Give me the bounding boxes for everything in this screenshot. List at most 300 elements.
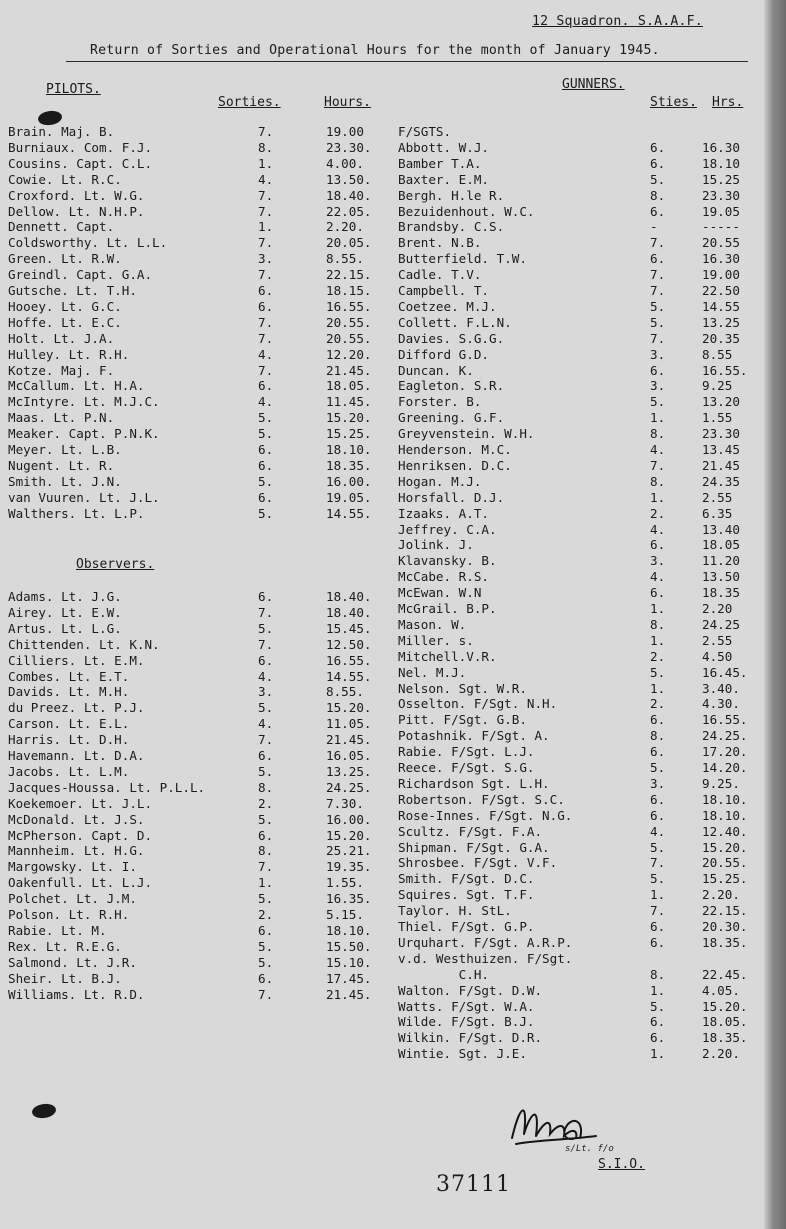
entry-sorties: 5.	[650, 664, 666, 680]
entry-hours: 8.55	[702, 346, 733, 362]
entry-sorties: 6.	[258, 748, 274, 763]
entry-name: Richardson Sgt. L.H.	[398, 775, 550, 791]
entry-name: Eagleton. S.R.	[398, 378, 505, 394]
entry-name: Sheir. Lt. B.J.	[8, 970, 122, 986]
entry-sorties: 6.	[650, 1030, 666, 1046]
entry-name: Margowsky. Lt. I.	[8, 859, 137, 875]
entry-sorties: 8.	[650, 616, 666, 632]
entry-hours: 18.10.	[326, 442, 372, 457]
entry-hours: 18.15.	[326, 283, 372, 298]
entry-hours: 2.55	[702, 489, 733, 505]
entry-hours: 13.45	[702, 442, 740, 457]
entry-sorties: 7.	[258, 859, 274, 875]
entry-name: Nugent. Lt. R.	[8, 457, 115, 473]
pilots-col-sorties: Sorties.	[218, 95, 281, 110]
entry-hours: 13.25	[702, 314, 740, 330]
entry-name: Rose-Innes. F/Sgt. N.G.	[398, 807, 573, 823]
entry-name: Artus. Lt. L.G.	[8, 620, 122, 636]
entry-name: Mason. W.	[398, 616, 467, 632]
entry-sorties: 1.	[650, 632, 666, 648]
entry-hours: 24.25.	[326, 779, 372, 795]
entry-name: Oakenfull. Lt. L.J.	[8, 875, 153, 891]
entry-hours: 23.30	[702, 426, 740, 442]
entry-hours: 4.00.	[326, 155, 364, 171]
entry-sorties: 5.	[650, 394, 666, 410]
entry-sorties: 6.	[650, 807, 666, 823]
entry-hours: 18.05.	[326, 378, 372, 394]
entry-sorties: 7.	[258, 314, 274, 330]
entry-name: Gutsche. Lt. T.H.	[8, 283, 137, 298]
entry-sorties: 6.	[650, 744, 666, 760]
entry-hours: 15.25.	[326, 426, 372, 442]
entry-sorties: 3.	[258, 684, 274, 700]
entry-name: Robertson. F/Sgt. S.C.	[398, 791, 565, 807]
entry-name: Williams. Lt. R.D.	[8, 986, 145, 1002]
entry-hours: 1.55	[702, 410, 733, 426]
entry-hours: 20.55.	[326, 330, 372, 346]
entry-sorties: 6.	[650, 1014, 666, 1030]
entry-hours: 22.45.	[702, 966, 748, 982]
entry-hours: 21.45	[702, 457, 740, 473]
entry-hours: 20.05.	[326, 235, 372, 251]
entry-sorties: 8.	[650, 473, 666, 489]
entry-name: Taylor. H. StL.	[398, 903, 512, 919]
entry-name: v.d. Westhuizen. F/Sgt.	[398, 950, 573, 966]
entry-hours: 20.30.	[702, 919, 748, 934]
squadron-heading: 12 Squadron. S.A.A.F.	[532, 14, 703, 29]
entry-name: Maas. Lt. P.N.	[8, 410, 115, 426]
entry-name: Jeffrey. C.A.	[398, 521, 497, 537]
entry-name: Havemann. Lt. D.A.	[8, 748, 145, 763]
entry-hours: 24.35	[702, 473, 740, 489]
entry-hours: 15.45.	[326, 620, 372, 636]
entry-sorties: 7.	[258, 362, 274, 378]
entry-sorties: -	[650, 219, 658, 235]
entry-hours: 13.50	[702, 569, 740, 585]
entry-hours: 16.55.	[702, 712, 748, 728]
entry-name: McIntyre. Lt. M.J.C.	[8, 394, 160, 410]
entry-hours: 2.20.	[702, 887, 740, 903]
entry-hours: 8.55.	[326, 251, 364, 267]
entry-sorties: 3.	[650, 775, 666, 791]
observers-heading: Observers.	[76, 557, 155, 572]
entry-sorties: 6.	[650, 919, 666, 934]
entry-name: Croxford. Lt. W.G.	[8, 187, 145, 203]
entry-hours: 18.05.	[702, 1014, 748, 1030]
entry-sorties: 3.	[650, 378, 666, 394]
entry-sorties: 3.	[650, 553, 666, 569]
entry-sorties: 5.	[258, 505, 274, 521]
entry-name: Wilde. F/Sgt. B.J.	[398, 1014, 535, 1030]
entry-name: Carson. Lt. E.L.	[8, 716, 130, 732]
gunners-col-hours: Hrs.	[712, 95, 744, 110]
entry-hours: 14.55.	[326, 668, 372, 684]
entry-sorties: 5.	[650, 298, 666, 314]
entry-sorties: 5.	[650, 839, 666, 855]
entry-name: Hogan. M.J.	[398, 473, 482, 489]
entry-sorties: 2.	[650, 648, 666, 664]
signature-subscript: s/Lt. f/o	[565, 1144, 614, 1154]
entry-sorties: 6.	[258, 442, 274, 457]
entry-name: Rex. Lt. R.E.G.	[8, 938, 122, 954]
entry-hours: 5.15.	[326, 907, 364, 922]
entry-name: Walton. F/Sgt. D.W.	[398, 982, 543, 998]
entry-sorties: 7.	[258, 267, 274, 283]
entry-name: Henderson. M.C.	[398, 442, 512, 457]
entry-sorties: 8.	[650, 966, 666, 982]
entry-hours: 16.35.	[326, 891, 372, 907]
entry-name: Collett. F.L.N.	[398, 314, 512, 330]
entry-name: Forster. B.	[398, 394, 482, 410]
entry-hours: 2.55	[702, 632, 733, 648]
entry-name: Adams. Lt. J.G.	[8, 589, 122, 604]
entry-sorties: 4.	[258, 716, 274, 732]
entry-sorties: 5.	[650, 314, 666, 330]
entry-sorties: 6.	[258, 298, 274, 314]
entry-name: Polchet. Lt. J.M.	[8, 891, 137, 907]
entry-name: Smith. F/Sgt. D.C.	[398, 871, 535, 887]
entry-name: Coetzee. M.J.	[398, 298, 497, 314]
entry-sorties: 7.	[650, 457, 666, 473]
entry-name: Jolink. J.	[398, 537, 474, 553]
entry-sorties: 2.	[650, 696, 666, 712]
entry-sorties: 5.	[650, 760, 666, 775]
pilots-col-hours: Hours.	[324, 95, 371, 110]
entry-name: Polson. Lt. R.H.	[8, 907, 130, 922]
entry-sorties: 5.	[258, 811, 274, 827]
entry-sorties: 6.	[650, 791, 666, 807]
entry-name: Wintie. Sgt. J.E.	[398, 1046, 527, 1062]
entry-hours: 22.50	[702, 283, 740, 298]
entry-name: Horsfall. D.J.	[398, 489, 505, 505]
entry-hours: 13.40	[702, 521, 740, 537]
entry-hours: 22.15.	[326, 267, 372, 283]
entry-hours: 7.30.	[326, 795, 364, 811]
entry-sorties: 5.	[258, 954, 274, 970]
entry-name: Osselton. F/Sgt. N.H.	[398, 696, 558, 712]
pilots-heading: PILOTS.	[46, 82, 101, 97]
entry-hours: 12.50.	[326, 636, 372, 652]
entry-sorties: 5.	[650, 998, 666, 1014]
entry-hours: 14.55	[702, 298, 740, 314]
entry-name: van Vuuren. Lt. J.L.	[8, 489, 160, 505]
entry-sorties: 7.	[258, 732, 274, 748]
entry-sorties: 8.	[650, 187, 666, 203]
entry-hours: 16.30	[702, 139, 740, 155]
entry-name: Duncan. K.	[398, 362, 474, 378]
entry-hours: 18.05	[702, 537, 740, 553]
entry-hours: 20.35	[702, 330, 740, 346]
entry-hours: 13.20	[702, 394, 740, 410]
entry-sorties: 6.	[258, 970, 274, 986]
entry-sorties: 7.	[650, 235, 666, 251]
entry-hours: 15.50.	[326, 938, 372, 954]
entry-name: Chittenden. Lt. K.N.	[8, 636, 160, 652]
entry-name: Potashnik. F/Sgt. A.	[398, 728, 550, 744]
entry-sorties: 3.	[650, 346, 666, 362]
entry-name: Koekemoer. Lt. J.L.	[8, 795, 153, 811]
entry-sorties: 4.	[258, 668, 274, 684]
entry-hours: 17.20.	[702, 744, 748, 760]
entry-name: Hulley. Lt. R.H.	[8, 346, 130, 362]
entry-hours: 15.20.	[326, 827, 372, 843]
entry-sorties: 6.	[650, 139, 666, 155]
entry-sorties: 6.	[650, 362, 666, 378]
entry-sorties: 6.	[258, 378, 274, 394]
entry-name: Airey. Lt. E.W.	[8, 604, 122, 620]
entry-hours: 19.00	[326, 124, 364, 139]
entry-hours: 15.25	[702, 171, 740, 187]
entry-hours: 16.30	[702, 251, 740, 267]
entry-hours: 18.10.	[702, 791, 748, 807]
entry-name: Davies. S.G.G.	[398, 330, 505, 346]
entry-name: Green. Lt. R.W.	[8, 251, 122, 267]
entry-sorties: 5.	[258, 763, 274, 779]
entry-name: Butterfield. T.W.	[398, 251, 527, 267]
entry-hours: 23.30.	[326, 139, 372, 155]
entry-name: Squires. Sgt. T.F.	[398, 887, 535, 903]
entry-name: Jacobs. Lt. L.M.	[8, 763, 130, 779]
entry-name: Greindl. Capt. G.A.	[8, 267, 153, 283]
entry-hours: 16.55.	[326, 652, 372, 668]
entry-sorties: 7.	[258, 636, 274, 652]
entry-hours: 21.45.	[326, 362, 372, 378]
entry-name: F/SGTS.	[398, 124, 452, 139]
entry-name: Urquhart. F/Sgt. A.R.P.	[398, 934, 573, 950]
entry-hours: 12.40.	[702, 823, 748, 839]
entry-name: Greyvenstein. W.H.	[398, 426, 535, 442]
entry-hours: 19.05	[702, 203, 740, 219]
entry-hours: 21.45.	[326, 986, 372, 1002]
entry-sorties: 8.	[258, 843, 274, 859]
entry-hours: 16.45.	[702, 664, 748, 680]
entry-sorties: 6.	[258, 489, 274, 505]
entry-sorties: 4.	[650, 823, 666, 839]
entry-hours: 15.20.	[326, 700, 372, 716]
entry-sorties: 7.	[650, 903, 666, 919]
title-rule	[66, 61, 748, 62]
entry-hours: 15.20.	[702, 998, 748, 1014]
entry-name: Thiel. F/Sgt. G.P.	[398, 919, 535, 934]
entry-hours: 16.00.	[326, 473, 372, 489]
entry-sorties: 5.	[258, 473, 274, 489]
entry-name: Baxter. E.M.	[398, 171, 489, 187]
entry-sorties: 1.	[650, 982, 666, 998]
entry-name: Campbell. T.	[398, 283, 489, 298]
entry-hours: 24.25.	[702, 728, 748, 744]
document-title: Return of Sorties and Operational Hours for the month of January 1945.	[90, 43, 660, 58]
entry-name: Bergh. H.le R.	[398, 187, 505, 203]
entry-name: Rabie. F/Sgt. L.J.	[398, 744, 535, 760]
entry-sorties: 5.	[258, 700, 274, 716]
entry-hours: 9.25	[702, 378, 733, 394]
entry-sorties: 4.	[650, 442, 666, 457]
entry-name: Davids. Lt. M.H.	[8, 684, 130, 700]
entry-hours: 2.20.	[326, 219, 364, 235]
entry-sorties: 5.	[258, 891, 274, 907]
entry-name: McEwan. W.N	[398, 585, 482, 601]
entry-sorties: 1.	[258, 219, 274, 235]
entry-hours: 18.10.	[702, 807, 748, 823]
entry-sorties: 6.	[258, 652, 274, 668]
entry-name: McCabe. R.S.	[398, 569, 489, 585]
entry-name: Wilkin. F/Sgt. D.R.	[398, 1030, 543, 1046]
entry-sorties: 2.	[258, 907, 274, 922]
entry-hours: 9.25.	[702, 775, 740, 791]
entry-name: Dennett. Capt.	[8, 219, 115, 235]
entry-sorties: 4.	[258, 346, 274, 362]
entry-name: Abbott. W.J.	[398, 139, 489, 155]
entry-sorties: 7.	[258, 604, 274, 620]
entry-hours: 4.05.	[702, 982, 740, 998]
entry-hours: 16.55.	[702, 362, 748, 378]
entry-name: Salmond. Lt. J.R.	[8, 954, 137, 970]
entry-sorties: 6.	[650, 712, 666, 728]
entry-sorties: 5.	[258, 426, 274, 442]
entry-sorties: 8.	[258, 779, 274, 795]
entry-hours: 15.20.	[326, 410, 372, 426]
entry-hours: -----	[702, 219, 740, 235]
entry-hours: 18.35	[702, 585, 740, 601]
entry-name: Dellow. Lt. N.H.P.	[8, 203, 145, 219]
entry-hours: 21.45.	[326, 732, 372, 748]
entry-name: Cousins. Capt. C.L.	[8, 155, 153, 171]
entry-sorties: 7.	[258, 986, 274, 1002]
entry-name: Meyer. Lt. L.B.	[8, 442, 122, 457]
entry-name: Cilliers. Lt. E.M.	[8, 652, 145, 668]
entry-hours: 20.55	[702, 235, 740, 251]
entry-hours: 16.55.	[326, 298, 372, 314]
entry-sorties: 1.	[650, 601, 666, 616]
entry-hours: 15.25.	[702, 871, 748, 887]
entry-hours: 22.15.	[702, 903, 748, 919]
entry-hours: 13.25.	[326, 763, 372, 779]
entry-hours: 1.55.	[326, 875, 364, 891]
entry-sorties: 6.	[650, 585, 666, 601]
entry-sorties: 1.	[650, 680, 666, 696]
entry-hours: 19.35.	[326, 859, 372, 875]
entry-hours: 22.05.	[326, 203, 372, 219]
entry-hours: 4.30.	[702, 696, 740, 712]
entry-name: Mannheim. Lt. H.G.	[8, 843, 145, 859]
entry-sorties: 6.	[650, 203, 666, 219]
entry-hours: 19.00	[702, 267, 740, 283]
entry-name: Kotze. Maj. F.	[8, 362, 115, 378]
entry-sorties: 7.	[650, 855, 666, 871]
entry-name: Reece. F/Sgt. S.G.	[398, 760, 535, 775]
entry-sorties: 4.	[650, 569, 666, 585]
entry-name: Scultz. F/Sgt. F.A.	[398, 823, 543, 839]
entry-name: McGrail. B.P.	[398, 601, 497, 616]
document-number: 37111	[436, 1172, 511, 1197]
entry-hours: 11.45.	[326, 394, 372, 410]
entry-sorties: 7.	[258, 203, 274, 219]
entry-name: Brent. N.B.	[398, 235, 482, 251]
entry-hours: 25.21.	[326, 843, 372, 859]
entry-sorties: 7.	[258, 124, 274, 139]
entry-sorties: 7.	[258, 235, 274, 251]
entry-name: Miller. s.	[398, 632, 474, 648]
entry-sorties: 8.	[650, 426, 666, 442]
entry-hours: 12.20.	[326, 346, 372, 362]
entry-name: Brain. Maj. B.	[8, 124, 115, 139]
entry-name: Brandsby. C.S.	[398, 219, 505, 235]
entry-sorties: 6.	[650, 251, 666, 267]
entry-sorties: 1.	[650, 489, 666, 505]
entry-sorties: 6.	[650, 934, 666, 950]
entry-sorties: 7.	[258, 330, 274, 346]
entry-name: McCallum. Lt. H.A.	[8, 378, 145, 394]
entry-name: Cowie. Lt. R.C.	[8, 171, 122, 187]
entry-name: Smith. Lt. J.N.	[8, 473, 122, 489]
entry-name: Klavansky. B.	[398, 553, 497, 569]
entry-sorties: 1.	[650, 410, 666, 426]
entry-hours: 19.05.	[326, 489, 372, 505]
entry-name: Hoffe. Lt. E.C.	[8, 314, 122, 330]
entry-name: Hooey. Lt. G.C.	[8, 298, 122, 314]
entry-sorties: 7.	[258, 187, 274, 203]
entry-name: Walthers. Lt. L.P.	[8, 505, 145, 521]
entry-sorties: 5.	[258, 938, 274, 954]
entry-sorties: 6.	[650, 537, 666, 553]
entry-hours: 4.50	[702, 648, 733, 664]
entry-sorties: 5.	[650, 171, 666, 187]
entry-sorties: 8.	[258, 139, 274, 155]
entry-name: Nelson. Sgt. W.R.	[398, 680, 527, 696]
entry-sorties: 7.	[650, 330, 666, 346]
entry-hours: 16.00.	[326, 811, 372, 827]
entry-hours: 18.35.	[326, 457, 372, 473]
entry-name: Combes. Lt. E.T.	[8, 668, 130, 684]
entry-name: McDonald. Lt. J.S.	[8, 811, 145, 827]
entry-sorties: 5.	[650, 871, 666, 887]
entry-name: Harris. Lt. D.H.	[8, 732, 130, 748]
entry-hours: 2.20	[702, 601, 733, 616]
entry-sorties: 1.	[258, 155, 274, 171]
entry-name: Henriksen. D.C.	[398, 457, 512, 473]
entry-hours: 18.35.	[702, 934, 748, 950]
entry-sorties: 7.	[650, 283, 666, 298]
entry-hours: 14.20.	[702, 760, 748, 775]
entry-hours: 18.40.	[326, 604, 372, 620]
entry-name: Cadle. T.V.	[398, 267, 482, 283]
entry-hours: 11.05.	[326, 716, 372, 732]
punch-hole-bottom	[31, 1102, 57, 1119]
entry-name: du Preez. Lt. P.J.	[8, 700, 145, 716]
entry-sorties: 7.	[650, 267, 666, 283]
entry-hours: 23.30	[702, 187, 740, 203]
entry-hours: 2.20.	[702, 1046, 740, 1062]
entry-hours: 24.25	[702, 616, 740, 632]
entry-name: McPherson. Capt. D.	[8, 827, 153, 843]
entry-name: Jacques-Houssa. Lt. P.L.L.	[8, 779, 206, 795]
entry-name: C.H.	[398, 966, 489, 982]
entry-name: Izaaks. A.T.	[398, 505, 489, 521]
entry-hours: 18.10.	[326, 922, 372, 938]
entry-hours: 18.35.	[702, 1030, 748, 1046]
entry-hours: 6.35	[702, 505, 733, 521]
entry-sorties: 6.	[258, 922, 274, 938]
entry-sorties: 6.	[258, 457, 274, 473]
entry-name: Coldsworthy. Lt. L.L.	[8, 235, 168, 251]
entry-hours: 18.10	[702, 155, 740, 171]
entry-name: Nel. M.J.	[398, 664, 467, 680]
entry-name: Holt. Lt. J.A.	[8, 330, 115, 346]
entry-sorties: 3.	[258, 251, 274, 267]
entry-name: Burniaux. Com. F.J.	[8, 139, 153, 155]
entry-sorties: 4.	[650, 521, 666, 537]
entry-sorties: 5.	[258, 620, 274, 636]
